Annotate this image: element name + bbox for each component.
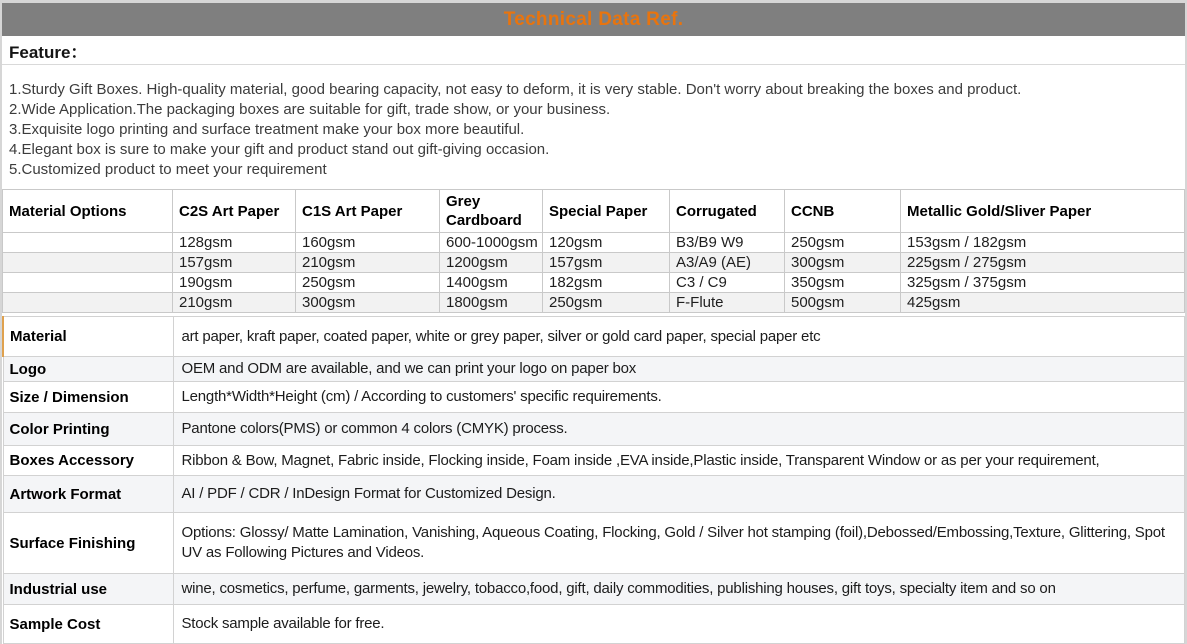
spec-value: OEM and ODM are available, and we can print your logo on paper box <box>173 357 1185 382</box>
table-cell: F-Flute <box>670 293 785 313</box>
table-cell: 157gsm <box>543 253 670 273</box>
column-header: C1S Art Paper <box>296 190 440 233</box>
table-cell: 128gsm <box>173 233 296 253</box>
table-cell: 1400gsm <box>440 273 543 293</box>
title-banner <box>2 3 1185 36</box>
column-header: CCNB <box>785 190 901 233</box>
spec-value: wine, cosmetics, perfume, garments, jewelry, tobacco,food, gift, daily commodities, publishing houses, gift toys, specialty item and so on <box>173 574 1185 605</box>
table-cell: 600-1000gsm <box>440 233 543 253</box>
table-cell: 210gsm <box>173 293 296 313</box>
feature-item: 3.Exquisite logo printing and surface treatment make your box more beautiful. <box>9 121 525 138</box>
table-cell: 190gsm <box>173 273 296 293</box>
spec-row <box>3 382 1185 413</box>
table-cell: 1800gsm <box>440 293 543 313</box>
table-cell <box>3 273 173 293</box>
spec-value: AI / PDF / CDR / InDesign Format for Customized Design. <box>173 476 1185 513</box>
spec-label: Color Printing <box>3 413 173 446</box>
spec-label: Surface Finishing <box>3 513 173 574</box>
spec-row <box>3 605 1185 644</box>
table-cell: 182gsm <box>543 273 670 293</box>
table-cell: 325gsm / 375gsm <box>901 273 1185 293</box>
table-cell: 160gsm <box>296 233 440 253</box>
spec-value: Options: Glossy/ Matte Lamination, Vanishing, Aqueous Coating, Flocking, Gold / Silver hot stamping (foil),Debossed/Embossing,Texture, Glittering, Spot UV as Following Pictures and Videos. <box>173 513 1185 574</box>
spec-value: Stock sample available for free. <box>173 605 1185 644</box>
table-cell: A3/A9 (AE) <box>670 253 785 273</box>
column-header: Corrugated <box>670 190 785 233</box>
table-cell <box>3 293 173 313</box>
feature-item: 4.Elegant box is sure to make your gift and product stand out gift-giving occasion. <box>9 141 550 158</box>
spec-row <box>3 574 1185 605</box>
table-cell: 250gsm <box>785 233 901 253</box>
feature-item: 1.Sturdy Gift Boxes. High-quality material, good bearing capacity, not easy to deform, it is very stable. Don't worry about breaking the boxes and product. <box>9 81 1022 98</box>
spec-row <box>3 446 1185 476</box>
column-header: C2S Art Paper <box>173 190 296 233</box>
spec-row <box>3 357 1185 382</box>
table-cell: 1200gsm <box>440 253 543 273</box>
spec-label: Artwork Format <box>3 476 173 513</box>
column-header: Material Options <box>3 190 173 233</box>
spec-row <box>3 513 1185 574</box>
materials-header-row <box>3 190 1185 233</box>
materials-table <box>2 189 1185 313</box>
feature-list <box>2 65 1185 189</box>
feature-item: 5.Customized product to meet your requirement <box>9 161 327 178</box>
table-cell: 153gsm / 182gsm <box>901 233 1185 253</box>
table-row <box>3 293 1185 313</box>
table-cell: B3/B9 W9 <box>670 233 785 253</box>
page-title: Technical Data Ref. <box>503 8 684 30</box>
table-row <box>3 233 1185 253</box>
table-cell: 350gsm <box>785 273 901 293</box>
column-header: Special Paper <box>543 190 670 233</box>
spec-row <box>3 476 1185 513</box>
spec-value: art paper, kraft paper, coated paper, white or grey paper, silver or gold card paper, special paper etc <box>173 317 1185 357</box>
table-cell: 157gsm <box>173 253 296 273</box>
table-cell: 120gsm <box>543 233 670 253</box>
spec-label: Sample Cost <box>3 605 173 644</box>
table-cell: 210gsm <box>296 253 440 273</box>
spec-value: Pantone colors(PMS) or common 4 colors (CMYK) process. <box>173 413 1185 446</box>
table-cell: 500gsm <box>785 293 901 313</box>
table-cell: 225gsm / 275gsm <box>901 253 1185 273</box>
spec-label: Boxes Accessory <box>3 446 173 476</box>
table-cell: 300gsm <box>296 293 440 313</box>
spec-value: Ribbon & Bow, Magnet, Fabric inside, Flocking inside, Foam inside ,EVA inside,Plastic inside, Transparent Window or as per your requirement, <box>173 446 1185 476</box>
feature-heading: Feature： <box>2 36 1185 65</box>
spec-label: Logo <box>3 357 173 382</box>
technical-data-page <box>2 3 1185 644</box>
spec-row <box>3 413 1185 446</box>
column-header: Metallic Gold/Sliver Paper <box>901 190 1185 233</box>
table-cell: 300gsm <box>785 253 901 273</box>
column-header: Grey Cardboard <box>440 190 543 233</box>
table-row <box>3 253 1185 273</box>
table-row <box>3 273 1185 293</box>
table-cell <box>3 233 173 253</box>
table-cell: 250gsm <box>543 293 670 313</box>
spec-row <box>3 317 1185 357</box>
table-cell: 250gsm <box>296 273 440 293</box>
specs-table <box>2 316 1185 644</box>
spec-label: Size / Dimension <box>3 382 173 413</box>
spec-label: Material <box>3 317 173 357</box>
table-cell <box>3 253 173 273</box>
table-cell: C3 / C9 <box>670 273 785 293</box>
spec-value: Length*Width*Height (cm) / According to customers' specific requirements. <box>173 382 1185 413</box>
table-cell: 425gsm <box>901 293 1185 313</box>
spec-label: Industrial use <box>3 574 173 605</box>
feature-item: 2.Wide Application.The packaging boxes are suitable for gift, trade show, or your business. <box>9 101 611 118</box>
